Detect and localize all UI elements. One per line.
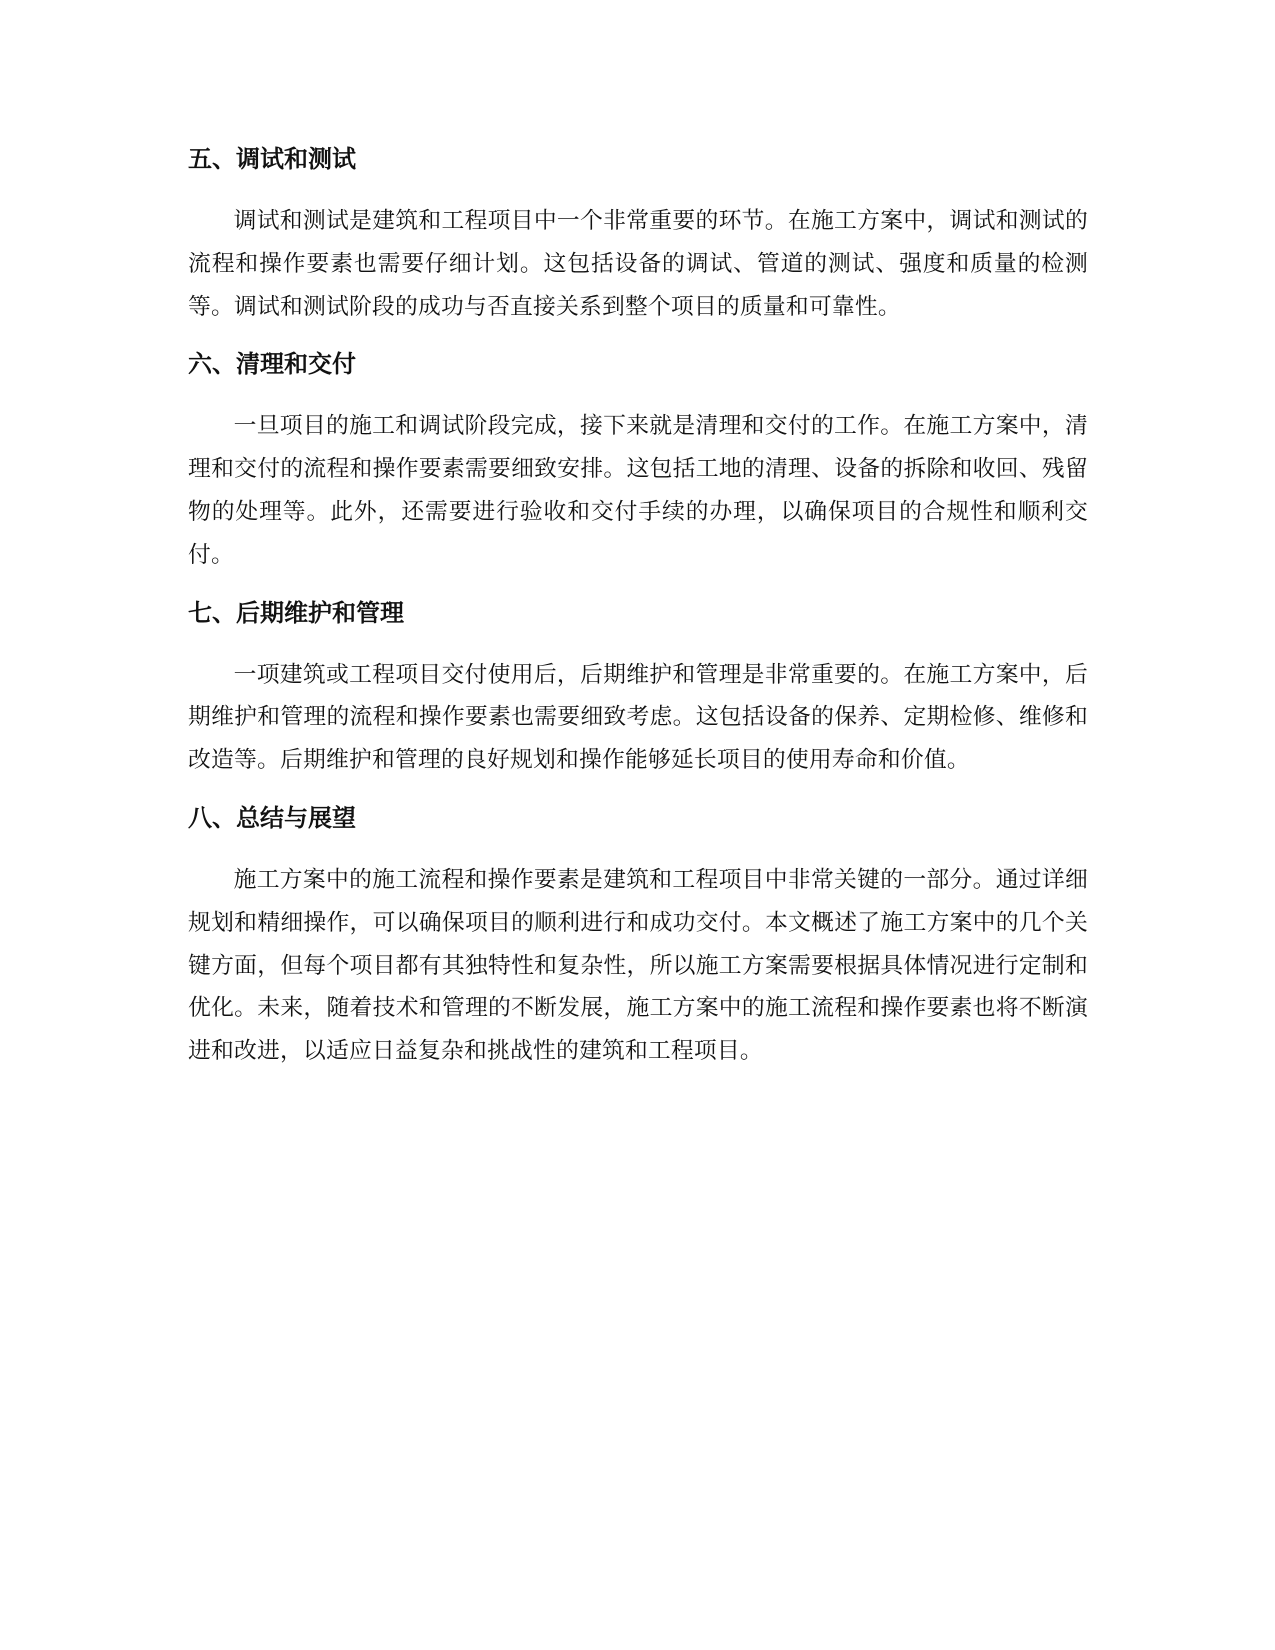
section-heading: 五、调试和测试 [188, 145, 356, 173]
section-heading: 六、清理和交付 [188, 350, 356, 379]
section-heading: 八、总结与展望 [188, 803, 356, 832]
section-summary-outlook [188, 802, 1088, 1073]
section-maintenance-management [188, 597, 1088, 782]
section-cleanup-handover [188, 348, 1088, 576]
section-paragraph: 调试和测试是建筑和工程项目中一个非常重要的环节。在施工方案中，调试和测试的流程和操作要素也需要仔细计划。这包括设备的调试、管道的测试、强度和质量的检测等。调试和测试阶段的成功与否直接关系到整个项目的质量和可靠性。 [188, 208, 1088, 320]
section-heading: 七、后期维护和管理 [188, 598, 404, 627]
document-body [188, 143, 1088, 1093]
section-paragraph: 一旦项目的施工和调试阶段完成，接下来就是清理和交付的工作。在施工方案中，清理和交付的流程和操作要素需要细致安排。这包括工地的清理、设备的拆除和收回、残留物的处理等。此外，还需要进行验收和交付手续的办理，以确保项目的合规性和顺利交付。 [188, 413, 1088, 568]
section-commissioning-testing [188, 143, 1088, 328]
section-paragraph: 一项建筑或工程项目交付使用后，后期维护和管理是非常重要的。在施工方案中，后期维护和管理的流程和操作要素也需要细致考虑。这包括设备的保养、定期检修、维修和改造等。后期维护和管理的良好规划和操作能够延长项目的使用寿命和价值。 [188, 661, 1088, 774]
section-paragraph: 施工方案中的施工流程和操作要素是建筑和工程项目中非常关键的一部分。通过详细规划和精细操作，可以确保项目的顺利进行和成功交付。本文概述了施工方案中的几个关键方面，但每个项目都有其独特性和复杂性，所以施工方案需要根据具体情况进行定制和优化。未来，随着技术和管理的不断发展，施工方案中的施工流程和操作要素也将不断演进和改进，以适应日益复杂和挑战性的建筑和工程项目。 [188, 866, 1088, 1065]
